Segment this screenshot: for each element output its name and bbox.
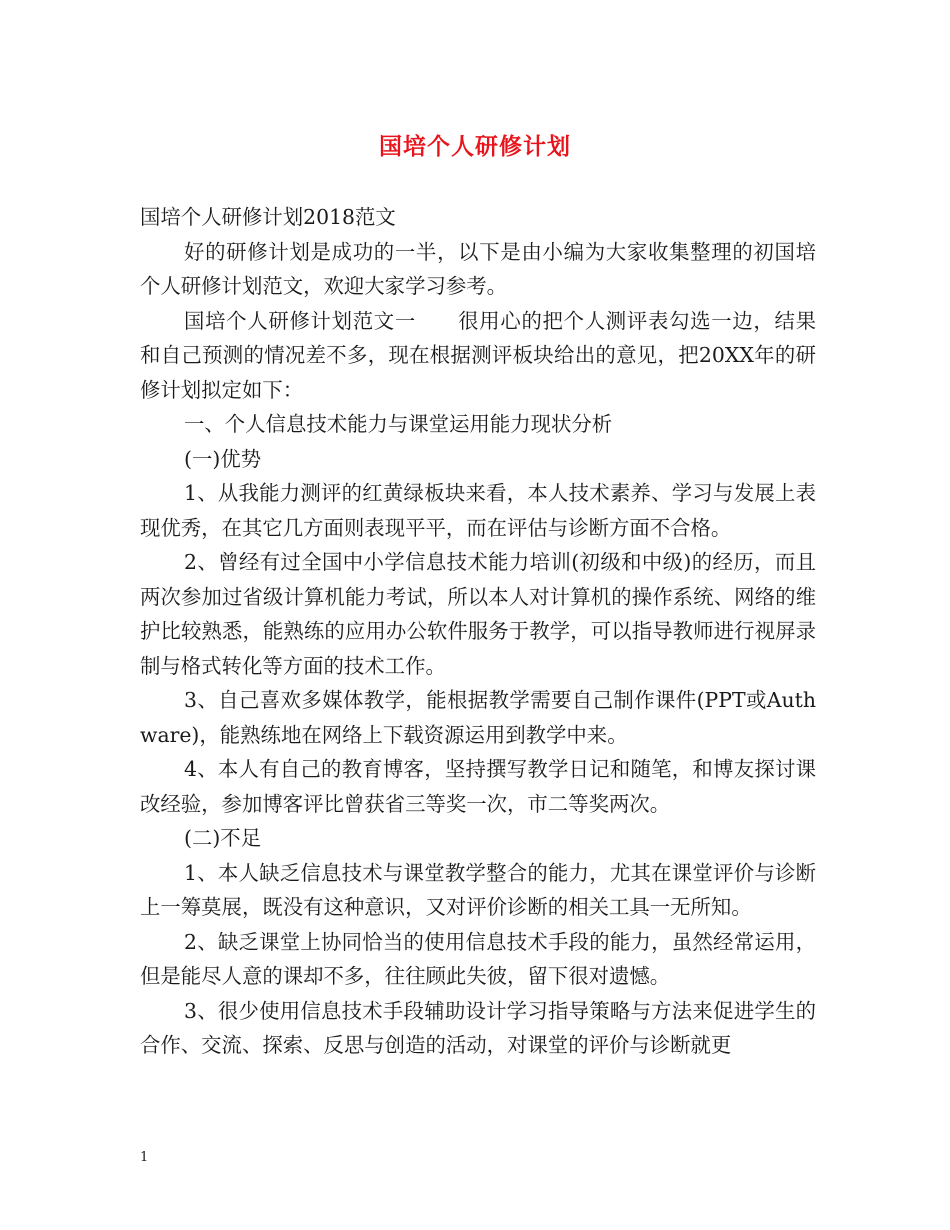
paragraph: (二)不足	[184, 826, 262, 850]
paragraph: 国培个人研修计划2018范文	[140, 205, 396, 229]
page-number: 1	[140, 1150, 149, 1165]
document-title: 国培个人研修计划	[379, 133, 571, 160]
paragraph: 好的研修计划是成功的一半，以下是由小编为大家收集整理的初国培个人研修计划范文，欢迎大家学习参考。	[140, 239, 816, 298]
paragraph: 4、本人有自己的教育博客，坚持撰写教学日记和随笔，和博友探讨课改经验，参加博客评比曾获省三等奖一次，市二等奖两次。	[140, 757, 816, 816]
paragraph: 国培个人研修计划范文一 很用心的把个人测评表勾选一边，结果和自己预测的情况差不多，现在根据测评板块给出的意见，把20XX年的研修计划拟定如下：	[140, 308, 816, 402]
paragraph: 1、从我能力测评的红黄绿板块来看，本人技术素养、学习与发展上表现优秀，在其它几方面则表现平平，而在评估与诊断方面不合格。	[140, 481, 816, 540]
paragraph: 2、缺乏课堂上协同恰当的使用信息技术手段的能力，虽然经常运用，但是能尽人意的课却不多，往往顾此失彼，留下很对遗憾。	[140, 929, 816, 988]
paragraph: 一、个人信息技术能力与课堂运用能力现状分析	[184, 412, 613, 436]
paragraph: (一)优势	[184, 446, 262, 471]
paragraph: 2、曾经有过全国中小学信息技术能力培训(初级和中级)的经历，而且两次参加过省级计算机能力考试，所以本人对计算机的操作系统、网络的维护比较熟悉，能熟练的应用办公软件服务于教学，可以指导教师进行视屏录制与格式转化等方面的技术工作。	[140, 550, 816, 678]
paragraph: 3、很少使用信息技术手段辅助设计学习指导策略与方法来促进学生的合作、交流、探索、反思与创造的活动，对课堂的评价与诊断就更	[140, 998, 816, 1057]
document-body	[140, 200, 816, 1063]
paragraph: 1、本人缺乏信息技术与课堂教学整合的能力，尤其在课堂评价与诊断上一筹莫展，既没有这种意识，又对评价诊断的相关工具一无所知。	[140, 860, 816, 919]
paragraph: 3、自己喜欢多媒体教学，能根据教学需要自己制作课件(PPT或Authware)，能熟练地在网络上下载资源运用到教学中来。	[140, 688, 816, 747]
